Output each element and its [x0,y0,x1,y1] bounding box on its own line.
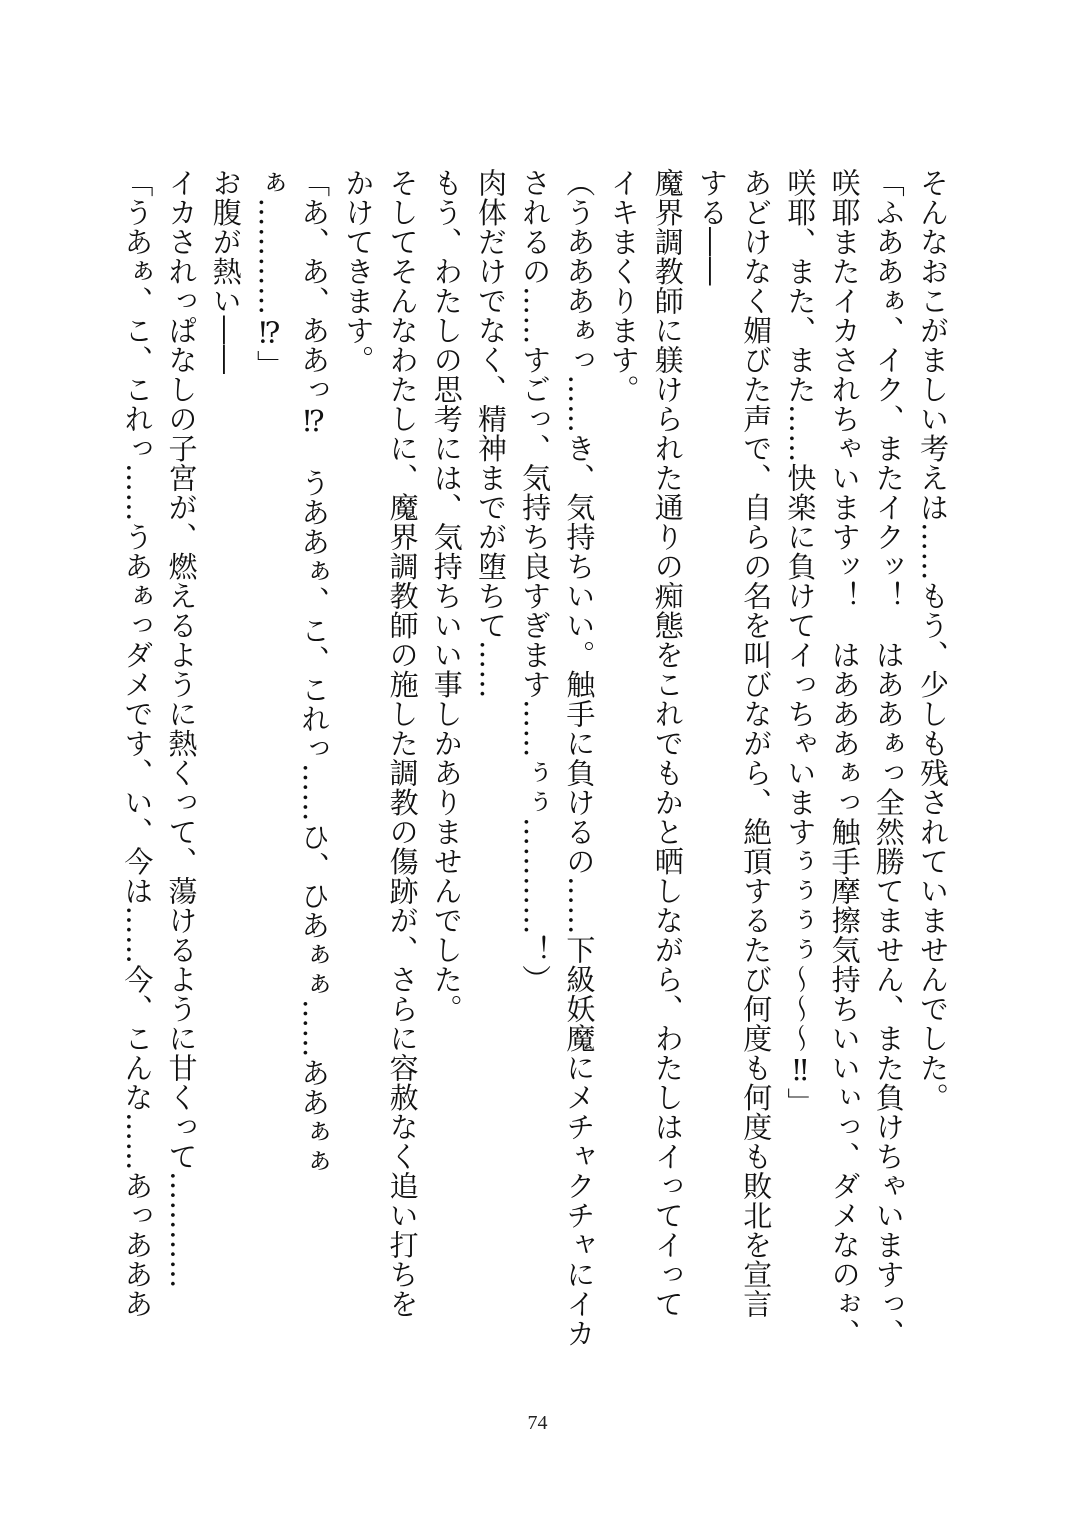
text-line: 魔界調教師に躾けられた通りの痴態をこれでもかと晒しながら、わたしはイってイって [650,168,685,1319]
text-line: 「うあぁ、こ、これっ……うあぁっダメです、い、今は……今、こんな……あっあああ [120,168,155,1319]
text-line: そんなおこがましい考えは……もう、少しも残されていませんでした。 [916,168,950,1112]
text-line: あどけなく媚びた声で、自らの名を叫びながら、絶頂するたび何度も何度も敗北を宣言 [739,168,774,1319]
text-line: 咲耶、また、また……快楽に負けてイっちゃいますぅぅぅぅ～～～‼」 [783,168,818,1117]
text-line: 咲耶またイカされちゃいますッ！ はあああぁっ触手摩擦気持ちいいぃっ、ダメなのぉ、 [827,168,862,1348]
text-line: お腹が熱い―― [208,168,243,375]
page-number: 74 [527,1412,548,1434]
text-line: 「ふああぁ、イク、またイクッ！ はああぁっ全然勝てません、また負けちゃいますっ、 [871,168,906,1348]
text-line: イキまくります。 [606,168,641,404]
text-line: 「あ、あ、ああっ⁉ うああぁ、こ、これっ……ひ、ひあぁぁ……ああぁぁぁ…………⁉」 [252,168,332,1176]
vertical-text-body [95,168,955,1348]
text-line: もう、わたしの思考には、気持ちいい事しかありませんでした。 [429,168,464,1024]
text-line: かけてきます。 [341,168,376,375]
text-line: されるの……すごっ、気持ち良すぎます……ぅぅ…………！） [518,168,553,994]
text-line: （うあああぁっ……き、気持ちいい。触手に負けるの……下級妖魔にメチャクチャにイカ [562,168,597,1348]
text-line: イカされっぱなしの子宮が、燃えるように熱くって、蕩けるように甘くって………… [164,168,199,1289]
text-line: する―― [694,168,729,286]
text-line: そしてそんなわたしに、魔界調教師の施した調教の傷跡が、さらに容赦なく追い打ちを [385,168,420,1319]
text-line: 肉体だけでなく、精神までが堕ちて…… [473,168,508,699]
